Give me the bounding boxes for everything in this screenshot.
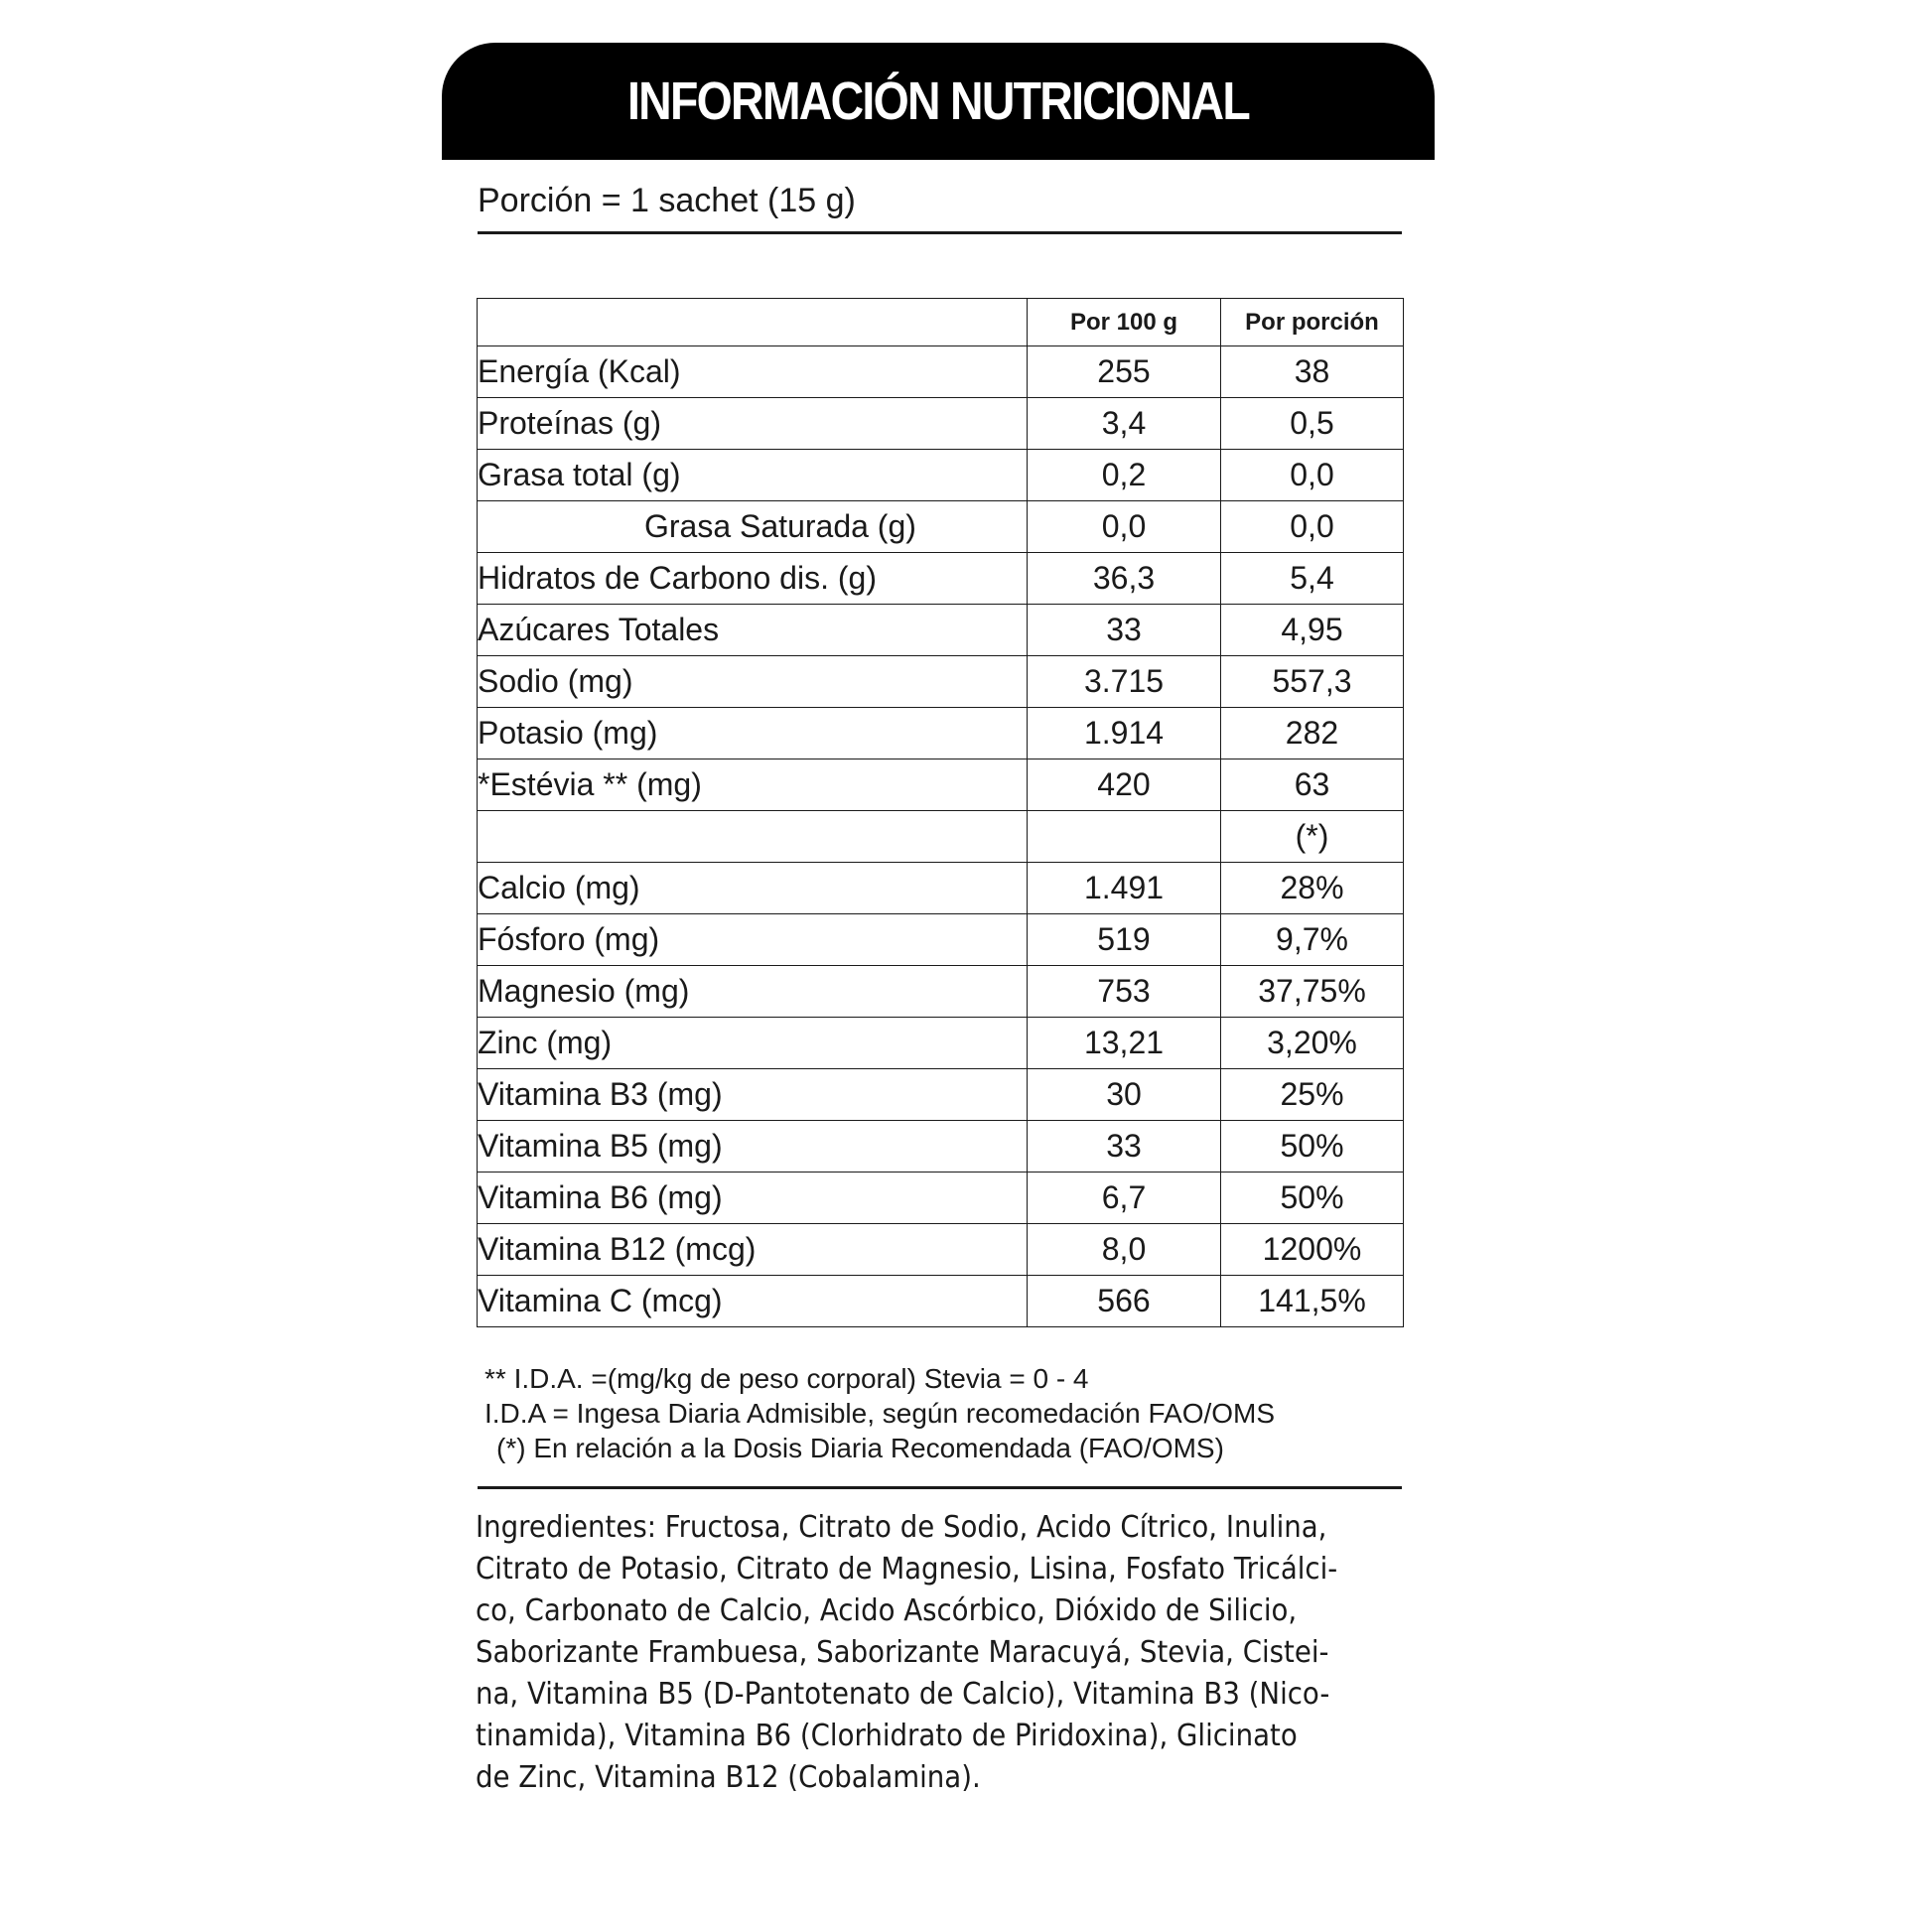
divider-top <box>478 231 1402 234</box>
table-row <box>478 708 1404 759</box>
nutrient-name: Proteínas (g) <box>478 398 1028 450</box>
value-per-100g: 420 <box>1028 759 1221 811</box>
value-per-100g: 6,7 <box>1028 1173 1221 1224</box>
value-per-100g: 13,21 <box>1028 1018 1221 1069</box>
value-per-100g: 1.491 <box>1028 863 1221 914</box>
table-row <box>478 1121 1404 1173</box>
footnotes <box>484 1361 1275 1465</box>
divider-bottom <box>478 1486 1402 1489</box>
value-per-100g: 30 <box>1028 1069 1221 1121</box>
value-per-100g: 8,0 <box>1028 1224 1221 1276</box>
nutrient-name: Sodio (mg) <box>478 656 1028 708</box>
ingredients-line: Citrato de Potasio, Citrato de Magnesio, Lisina, Fosfato Tricálci- <box>476 1552 1338 1587</box>
value-per-100g: 3.715 <box>1028 656 1221 708</box>
page-title: INFORMACIÓN NUTRICIONAL <box>626 71 1250 131</box>
column-header-per-100g: Por 100 g <box>1028 299 1221 346</box>
nutrient-name: Grasa Saturada (g) <box>478 501 1028 553</box>
nutrient-name: Potasio (mg) <box>478 708 1028 759</box>
nutrient-name: Hidratos de Carbono dis. (g) <box>478 553 1028 605</box>
table-row <box>478 1173 1404 1224</box>
table-row <box>478 1018 1404 1069</box>
value-per-portion: (*) <box>1221 811 1404 863</box>
value-per-100g: 3,4 <box>1028 398 1221 450</box>
value-per-portion: 4,95 <box>1221 605 1404 656</box>
value-per-100g: 0,2 <box>1028 450 1221 501</box>
value-per-100g: 255 <box>1028 346 1221 398</box>
value-per-portion: 3,20% <box>1221 1018 1404 1069</box>
nutrient-name: *Estévia ** (mg) <box>478 759 1028 811</box>
table-row <box>478 450 1404 501</box>
nutrient-name: Magnesio (mg) <box>478 966 1028 1018</box>
value-per-portion: 50% <box>1221 1121 1404 1173</box>
table-row <box>478 966 1404 1018</box>
table-header-row <box>478 299 1404 346</box>
table-row <box>478 1069 1404 1121</box>
portion-size: Porción = 1 sachet (15 g) <box>478 182 856 219</box>
ingredients-line: de Zinc, Vitamina B12 (Cobalamina). <box>476 1760 981 1795</box>
nutrient-name: Azúcares Totales <box>478 605 1028 656</box>
nutrition-table <box>477 298 1404 1327</box>
value-per-100g: 566 <box>1028 1276 1221 1327</box>
value-per-portion: 9,7% <box>1221 914 1404 966</box>
footnote-ida-definition: I.D.A = Ingesa Diaria Admisible, según recomedación FAO/OMS <box>484 1398 1276 1429</box>
value-per-portion: 0,0 <box>1221 501 1404 553</box>
nutrient-name: Zinc (mg) <box>478 1018 1028 1069</box>
table-row <box>478 656 1404 708</box>
ingredients-text <box>476 1507 1338 1799</box>
value-per-100g: 33 <box>1028 1121 1221 1173</box>
value-per-100g: 519 <box>1028 914 1221 966</box>
value-per-portion: 5,4 <box>1221 553 1404 605</box>
nutrient-name: Vitamina B6 (mg) <box>478 1173 1028 1224</box>
value-per-portion: 141,5% <box>1221 1276 1404 1327</box>
nutrient-name: Grasa total (g) <box>478 450 1028 501</box>
footnote-ida-stevia: ** I.D.A. =(mg/kg de peso corporal) Stevia = 0 - 4 <box>484 1363 1089 1394</box>
table-row <box>478 863 1404 914</box>
title-banner <box>442 43 1435 160</box>
table-row <box>478 759 1404 811</box>
column-header-per-portion: Por porción <box>1221 299 1404 346</box>
value-per-100g: 1.914 <box>1028 708 1221 759</box>
ingredients-line: Saborizante Frambuesa, Saborizante Maracuyá, Stevia, Cistei- <box>476 1635 1329 1670</box>
value-per-portion: 25% <box>1221 1069 1404 1121</box>
value-per-100g <box>1028 811 1221 863</box>
nutrient-name <box>478 811 1028 863</box>
ingredients-line: Ingredientes: Fructosa, Citrato de Sodio, Acido Cítrico, Inulina, <box>476 1510 1327 1545</box>
value-per-portion: 1200% <box>1221 1224 1404 1276</box>
value-per-portion: 28% <box>1221 863 1404 914</box>
nutrient-name: Fósforo (mg) <box>478 914 1028 966</box>
value-per-portion: 282 <box>1221 708 1404 759</box>
nutrient-name: Calcio (mg) <box>478 863 1028 914</box>
nutrient-name: Vitamina B5 (mg) <box>478 1121 1028 1173</box>
footnote-daily-dose: (*) En relación a la Dosis Diaria Recomendada (FAO/OMS) <box>496 1433 1224 1463</box>
value-per-portion: 557,3 <box>1221 656 1404 708</box>
table-row <box>478 811 1404 863</box>
value-per-portion: 0,0 <box>1221 450 1404 501</box>
table-row <box>478 1224 1404 1276</box>
value-per-100g: 36,3 <box>1028 553 1221 605</box>
table-row <box>478 1276 1404 1327</box>
value-per-portion: 63 <box>1221 759 1404 811</box>
table-row <box>478 553 1404 605</box>
ingredients-line: tinamida), Vitamina B6 (Clorhidrato de Piridoxina), Glicinato <box>476 1719 1298 1753</box>
table-row <box>478 346 1404 398</box>
nutrient-name: Energía (Kcal) <box>478 346 1028 398</box>
ingredients-line: co, Carbonato de Calcio, Acido Ascórbico, Dióxido de Silicio, <box>476 1593 1298 1628</box>
value-per-100g: 753 <box>1028 966 1221 1018</box>
column-header-nutrient <box>478 299 1028 346</box>
value-per-portion: 38 <box>1221 346 1404 398</box>
nutrient-name: Vitamina B3 (mg) <box>478 1069 1028 1121</box>
ingredients-line: na, Vitamina B5 (D-Pantotenato de Calcio), Vitamina B3 (Nico- <box>476 1677 1330 1712</box>
table-row <box>478 398 1404 450</box>
nutrient-name: Vitamina B12 (mcg) <box>478 1224 1028 1276</box>
table-row <box>478 914 1404 966</box>
value-per-100g: 0,0 <box>1028 501 1221 553</box>
value-per-portion: 50% <box>1221 1173 1404 1224</box>
value-per-100g: 33 <box>1028 605 1221 656</box>
value-per-portion: 37,75% <box>1221 966 1404 1018</box>
value-per-portion: 0,5 <box>1221 398 1404 450</box>
nutrient-name: Vitamina C (mcg) <box>478 1276 1028 1327</box>
table-row <box>478 501 1404 553</box>
table-row <box>478 605 1404 656</box>
